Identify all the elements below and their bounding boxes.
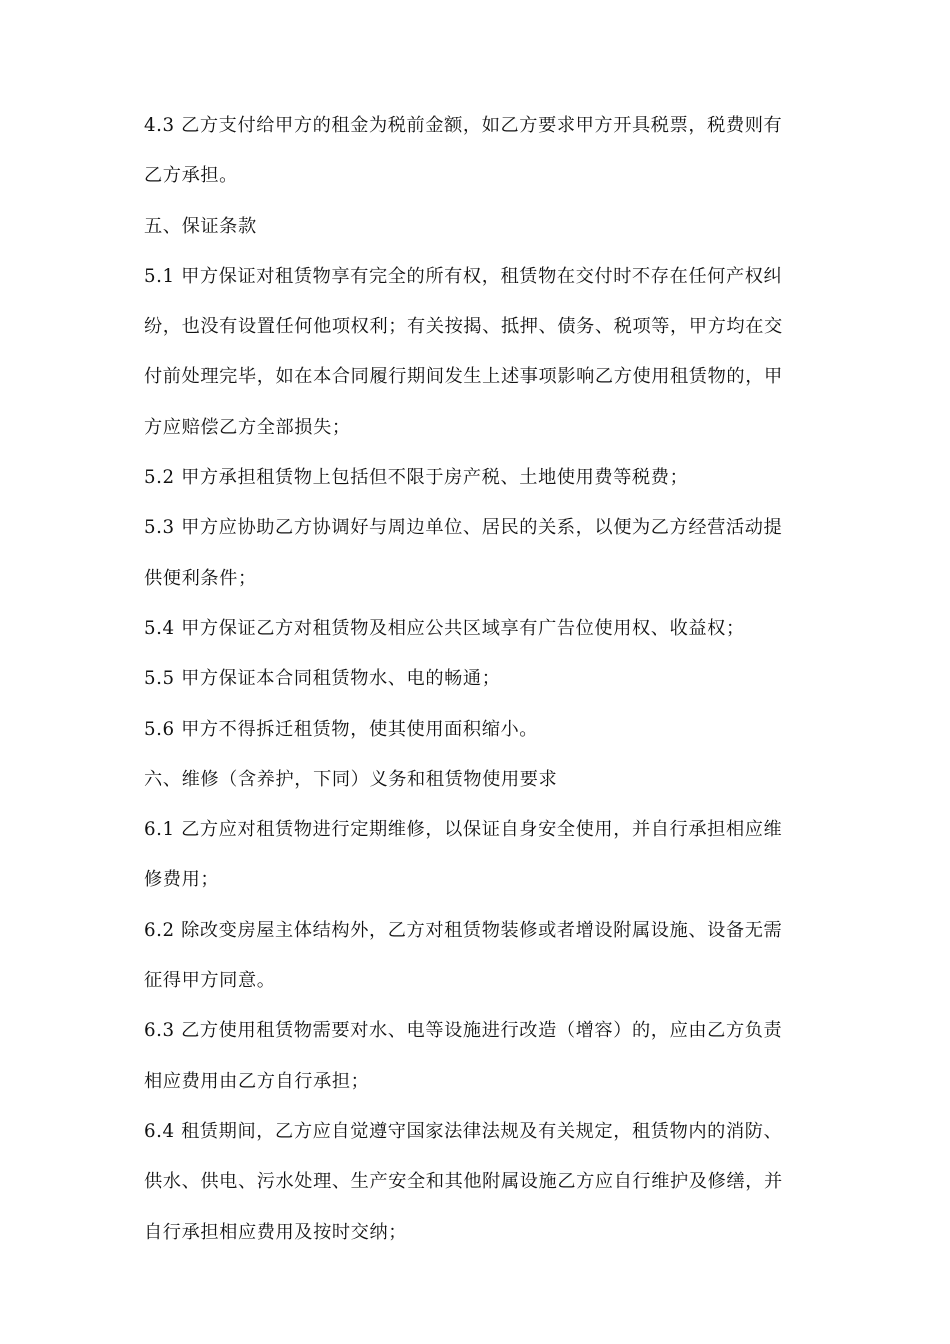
clause-5-3-line-1: 5.3 甲方应协助乙方协调好与周边单位、居民的关系，以便为乙方经营活动提: [144, 517, 783, 539]
clause-6-2-line-1: 6.2 除改变房屋主体结构外，乙方对租赁物装修或者增设附属设施、设备无需: [144, 919, 783, 941]
clause-5-4: 5.4 甲方保证乙方对租赁物及相应公共区域享有广告位使用权、收益权；: [144, 617, 745, 639]
clause-6-2-line-2: 征得甲方同意。: [144, 970, 276, 992]
clause-6-4-line-2: 供水、供电、污水处理、生产安全和其他附属设施乙方应自行维护及修缮，并: [144, 1171, 783, 1193]
clause-6-4-line-3: 自行承担相应费用及按时交纳；: [144, 1221, 408, 1243]
clause-6-1-line-2: 修费用；: [144, 869, 220, 891]
clause-5-1-line-3: 付前处理完毕，如在本合同履行期间发生上述事项影响乙方使用租赁物的，甲: [144, 366, 783, 388]
document-body: [144, 107, 810, 1264]
clause-5-6: 5.6 甲方不得拆迁租赁物，使其使用面积缩小。: [144, 718, 539, 740]
section-heading-5: 五、保证条款: [144, 215, 257, 237]
clause-6-4-line-1: 6.4 租赁期间，乙方应自觉遵守国家法律法规及有关规定，租赁物内的消防、: [144, 1120, 783, 1142]
clause-5-1-line-2: 纷，也没有设置任何他项权利；有关按揭、抵押、债务、税项等，甲方均在交: [144, 316, 783, 338]
clause-5-3-line-2: 供便利条件；: [144, 567, 257, 589]
clause-6-3-line-2: 相应费用由乙方自行承担；: [144, 1070, 370, 1092]
clause-5-2: 5.2 甲方承担租赁物上包括但不限于房产税、土地使用费等税费；: [144, 467, 689, 489]
clause-5-5: 5.5 甲方保证本合同租赁物水、电的畅通；: [144, 668, 501, 690]
clause-4-3-line-2: 乙方承担。: [144, 165, 238, 187]
clause-5-1-line-4: 方应赔偿乙方全部损失；: [144, 416, 351, 438]
section-heading-6: 六、维修（含养护，下同）义务和租赁物使用要求: [144, 768, 558, 790]
clause-6-1-line-1: 6.1 乙方应对租赁物进行定期维修，以保证自身安全使用，并自行承担相应维: [144, 819, 783, 841]
clause-5-1-line-1: 5.1 甲方保证对租赁物享有完全的所有权，租赁物在交付时不存在任何产权纠: [144, 265, 783, 287]
clause-6-3-line-1: 6.3 乙方使用租赁物需要对水、电等设施进行改造（增容）的，应由乙方负责: [144, 1020, 783, 1042]
clause-4-3-line-1: 4.3 乙方支付给甲方的租金为税前金额，如乙方要求甲方开具税票，税费则有: [144, 115, 783, 136]
